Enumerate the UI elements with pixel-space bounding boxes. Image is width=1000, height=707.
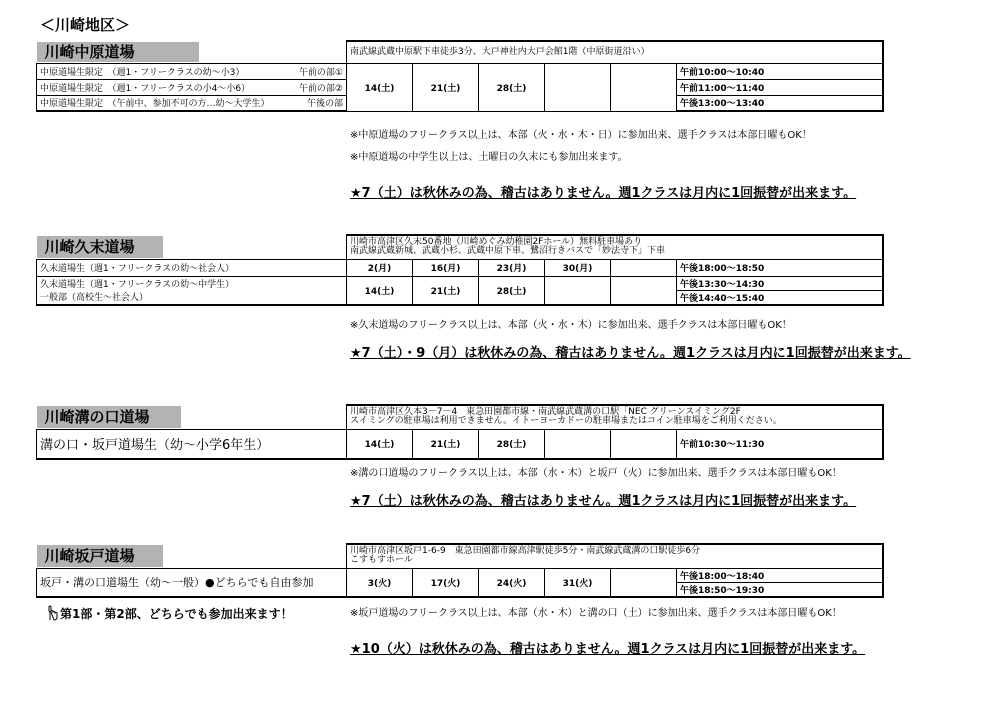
nakahara-date-1: 14(土) <box>347 63 413 111</box>
nakahara-time-3: 午後13:00～13:40 <box>677 95 883 111</box>
hisasue-row2-date-2: 21(土) <box>413 276 479 305</box>
nakahara-date-empty-1 <box>545 63 611 111</box>
mizonokuchi-time: 午前10:30～11:30 <box>677 429 883 459</box>
hisasue-row1-date-3: 23(月) <box>479 259 545 276</box>
hisasue-address: 川崎市高津区久末50番地（川崎めぐみ幼稚園2Fホール）無料駐車場あり 南武線武蔵新城、武蔵小杉、武蔵中原下車、鷺沼行きバスで「妙法寺下」下車 <box>347 235 883 259</box>
nakahara-note-1: ※中原道場のフリークラス以上は、本部（火・水・木・日）に参加出来、選手クラスは本部日曜もOK！ <box>350 130 812 141</box>
mizonokuchi-date-3: 28(土) <box>479 429 545 459</box>
sakado-date-2: 17(火) <box>413 568 479 597</box>
hisasue-table <box>36 234 884 306</box>
mizonokuchi-warning: ★7（土）は秋休みの為、稽古はありません。週1クラスは月内に1回振替が出来ます。 <box>350 494 857 509</box>
hisasue-row1-date-empty <box>611 259 677 276</box>
sakado-date-4: 31(火) <box>545 568 611 597</box>
sakado-time-a: 午後18:00～18:40 <box>677 568 883 582</box>
mizonokuchi-label: 溝の口・坂戸道場生（幼～小学6年生） <box>37 429 347 459</box>
hisasue-note: ※久末道場のフリークラス以上は、本部（火・水・木）に参加出来、選手クラスは本部日曜もOK！ <box>350 320 792 331</box>
hisasue-row2-date-1: 14(土) <box>347 276 413 305</box>
nakahara-row3-label: 中原道場生限定 （午前中、参加不可の方…幼～大学生） 午後の部 <box>37 95 347 111</box>
hisasue-row1-label: 久末道場生（週1・フリークラスの幼～社会人） <box>37 259 347 276</box>
hisasue-row1-date-4: 30(月) <box>545 259 611 276</box>
hisasue-warning: ★7（土）・9（月）は秋休みの為、稽古はありません。週1クラスは月内に1回振替が出来ます。 <box>350 346 911 361</box>
nakahara-table <box>36 40 884 112</box>
hisasue-title: 川崎久末道場 <box>37 236 163 258</box>
hisasue-section <box>36 234 882 306</box>
region-title: ＜川崎地区＞ <box>40 16 131 34</box>
sakado-empty <box>611 568 677 597</box>
sakado-time-b: 午後18:50～19:30 <box>677 582 883 597</box>
sakado-address: 川崎市高津区坂戸1-6-9 東急田園都市線高津駅徒歩5分・南武線武蔵溝の口駅徒歩6分 こすもすホール <box>347 544 883 568</box>
sakado-title: 川崎坂戸道場 <box>37 545 163 567</box>
nakahara-time-1: 午前10:00～10:40 <box>677 63 883 79</box>
mizonokuchi-address: 川崎市高津区久本3－7－4 東急田園都市線・南武線武蔵溝の口駅「NEC グリーンスイミング2F スイミングの駐車場は利用できません。イトーヨーカドーの駐車場またはコイン駐車場をご利用ください。 <box>347 405 883 429</box>
sakado-note: ※坂戸道場のフリークラス以上は、本部（水・木）と溝の口（土）に参加出来、選手クラスは本部日曜もOK！ <box>350 608 842 619</box>
hisasue-row1-time: 午後18:00～18:50 <box>677 259 883 276</box>
nakahara-warning: ★7（土）は秋休みの為、稽古はありません。週1クラスは月内に1回振替が出来ます。 <box>350 186 857 201</box>
sakado-warning: ★10（火）は秋休みの為、稽古はありません。週1クラスは月内に1回振替が出来ます。 <box>350 642 866 657</box>
mizonokuchi-title: 川崎溝の口道場 <box>37 406 181 428</box>
nakahara-title: 川崎中原道場 <box>37 42 199 62</box>
mizonokuchi-empty-1 <box>545 429 611 459</box>
mizonokuchi-note: ※溝の口道場のフリークラス以上は、本部（水・木）と坂戸（火）に参加出来、選手クラスは本部日曜もOK！ <box>350 468 842 479</box>
hisasue-row2-label-b: 一般部（高校生～社会人） <box>37 290 347 305</box>
nakahara-date-2: 21(土) <box>413 63 479 111</box>
mizonokuchi-empty-2 <box>611 429 677 459</box>
mizonokuchi-date-2: 21(土) <box>413 429 479 459</box>
mizonokuchi-table <box>36 404 884 460</box>
nakahara-row2-label: 中原道場生限定 （週1・フリークラスの小4～小6） 午前の部② <box>37 79 347 95</box>
sakado-table <box>36 543 884 598</box>
hisasue-row2-date-3: 28(土) <box>479 276 545 305</box>
hisasue-row2-time-b: 午後14:40～15:40 <box>677 290 883 305</box>
mizonokuchi-date-1: 14(土) <box>347 429 413 459</box>
sakado-date-3: 24(火) <box>479 568 545 597</box>
nakahara-note-2: ※中原道場の中学生以上は、土曜日の久末にも参加出来ます。 <box>350 152 628 163</box>
hisasue-row1-date-2: 16(月) <box>413 259 479 276</box>
nakahara-section <box>36 40 882 112</box>
hisasue-row1-date-1: 2(月) <box>347 259 413 276</box>
nakahara-date-empty-2 <box>611 63 677 111</box>
nakahara-date-3: 28(土) <box>479 63 545 111</box>
hisasue-row2-time-a: 午後13:30～14:30 <box>677 276 883 290</box>
nakahara-row1-label: 中原道場生限定 （週1・フリークラスの幼～小3） 午前の部① <box>37 63 347 79</box>
nakahara-time-2: 午前11:00～11:40 <box>677 79 883 95</box>
hisasue-row2-empty-1 <box>545 276 611 305</box>
sakado-date-1: 3(火) <box>347 568 413 597</box>
sakado-section <box>36 543 882 598</box>
hisasue-row2-label-a: 久末道場生（週1・フリークラスの幼～中学生） <box>37 276 347 290</box>
sakado-label: 坂戸・溝の口道場生（幼～一般）●どちらでも自由参加 <box>37 568 347 597</box>
mizonokuchi-section <box>36 404 882 460</box>
sakado-extra: 第1部・第2部、どちらでも参加出来ます！ <box>46 605 293 622</box>
nakahara-address: 南武線武蔵中原駅下車徒歩3分、大戸神社内大戸会館1階（中原街道沿い） <box>347 41 883 63</box>
hisasue-row2-empty-2 <box>611 276 677 305</box>
pointing-hand-icon <box>46 605 60 621</box>
